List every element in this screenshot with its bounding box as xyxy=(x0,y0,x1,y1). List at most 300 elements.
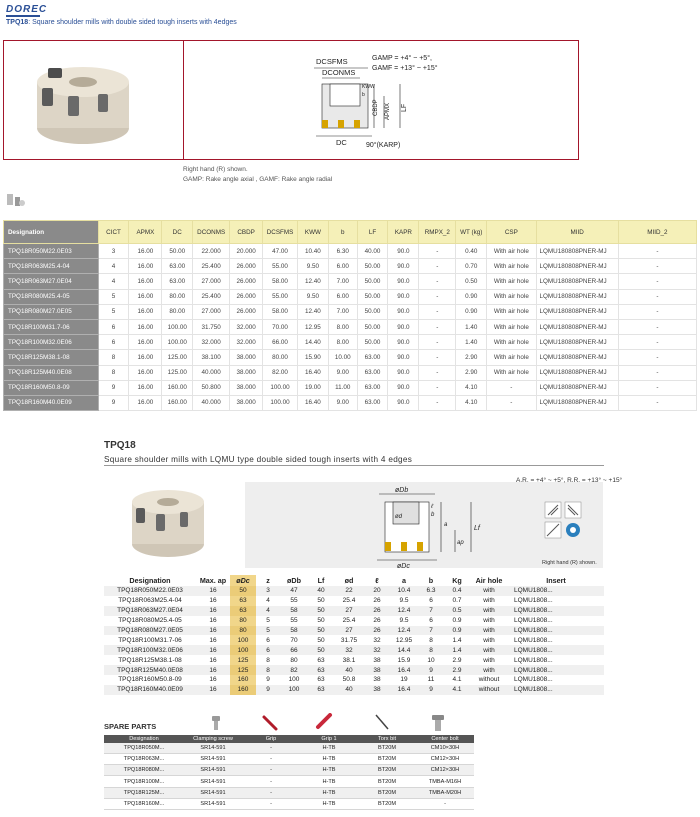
label-lf2: Lf xyxy=(474,525,480,532)
column-header: a xyxy=(402,576,406,585)
table-cell: 11.00 xyxy=(328,380,357,395)
designation-cell: TPQ18R100M32.0E06 xyxy=(104,645,196,655)
table-cell: 8.00 xyxy=(328,319,357,334)
table-cell: 5 xyxy=(98,289,129,304)
table-cell: 12.4 xyxy=(390,626,418,636)
table-cell: 14.4 xyxy=(390,645,418,655)
label-d: ød xyxy=(395,514,403,520)
table-cell: 125 xyxy=(230,655,256,665)
table-cell: 26 xyxy=(364,606,390,616)
table-cell: 50 xyxy=(317,617,325,625)
table-cell: - xyxy=(242,798,300,809)
table-cell: - xyxy=(618,244,696,259)
table-cell: 26.000 xyxy=(230,274,263,289)
table-cell: 9.00 xyxy=(328,395,357,410)
spare-parts-title: SPARE PARTS xyxy=(104,722,157,731)
table-cell: 10.40 xyxy=(298,244,329,259)
table-cell: with xyxy=(470,586,508,596)
table-cell: 40 xyxy=(308,586,334,596)
label-apmx: APMX xyxy=(385,102,391,120)
table-cell: 32.000 xyxy=(193,335,230,350)
table-cell: 8 xyxy=(418,645,444,655)
table-cell: 4.10 xyxy=(456,395,487,410)
table-cell: LQMU1808... xyxy=(514,676,553,684)
table-cell: - xyxy=(419,395,456,410)
table-cell: 50 xyxy=(317,636,325,644)
table-row xyxy=(4,350,697,365)
table-cell: with xyxy=(470,665,508,675)
designation-cell: TPQ18R160M50.8-09 xyxy=(4,380,99,395)
table-cell: 11 xyxy=(427,676,435,684)
table-cell: 0.4 xyxy=(444,586,470,596)
table-cell: 16.00 xyxy=(129,335,162,350)
table-cell: 7.00 xyxy=(328,304,357,319)
table-cell: 50 xyxy=(308,606,334,616)
table-cell: 58 xyxy=(280,626,308,636)
column-header: Grip xyxy=(242,735,300,743)
table-cell: - xyxy=(419,380,456,395)
table-cell: CM12×30H xyxy=(416,765,474,776)
table-cell: 38.000 xyxy=(230,395,263,410)
table-cell: 5 xyxy=(98,304,129,319)
table-cell: 55.00 xyxy=(263,259,298,274)
table-cell: TMBA-M20H xyxy=(416,787,474,798)
designation-cell: TPQ18R160M40.0E09 xyxy=(104,685,196,695)
table-cell: 19 xyxy=(400,676,408,684)
table-cell: 90.0 xyxy=(388,274,419,289)
table-cell: CM10×30H xyxy=(416,743,474,754)
column-header: DC xyxy=(162,221,193,244)
label-dc2: øDc xyxy=(397,563,410,568)
table-row xyxy=(104,675,604,685)
table-cell: 80.00 xyxy=(263,350,298,365)
column-header: z xyxy=(266,576,270,585)
table-cell: BT20M xyxy=(358,787,416,798)
table-cell: 50.00 xyxy=(162,244,193,259)
table-cell: 9.50 xyxy=(298,259,329,274)
table-cell: 90.0 xyxy=(388,380,419,395)
table-row xyxy=(4,259,697,274)
table-cell: 27.000 xyxy=(193,274,230,289)
table-cell: 14.40 xyxy=(298,335,329,350)
table-cell: - xyxy=(419,259,456,274)
table-cell: 50.8 xyxy=(342,676,356,684)
table-cell: LQMU180808PNER-MJ xyxy=(536,274,618,289)
grip-icon xyxy=(264,717,276,729)
column-header: KWW xyxy=(298,221,329,244)
table-cell: 58.00 xyxy=(263,274,298,289)
table-row xyxy=(104,776,474,787)
table-cell: 26 xyxy=(364,626,390,636)
table-cell: LQMU1808... xyxy=(508,665,604,675)
table-cell: 25.400 xyxy=(193,289,230,304)
table-cell: 63 xyxy=(230,606,256,616)
table-cell: - xyxy=(419,244,456,259)
table-cell: 5 xyxy=(256,626,280,636)
table-cell: 80.00 xyxy=(162,289,193,304)
page-subtitle xyxy=(6,19,237,26)
label-a: a xyxy=(444,522,448,528)
table-cell: 50 xyxy=(230,586,256,596)
table-cell: H-TB xyxy=(300,753,358,764)
table-cell: with xyxy=(483,656,495,664)
table-cell: 50.00 xyxy=(357,304,388,319)
milling-cutter-photo-small xyxy=(124,482,212,562)
table-cell: without xyxy=(478,676,500,684)
table-cell: With air hole xyxy=(487,259,536,274)
designation-cell: TPQ18R063M25.4-04 xyxy=(4,259,99,274)
table-cell: - xyxy=(618,274,696,289)
table-cell: 16.00 xyxy=(129,304,162,319)
table-cell: 63.00 xyxy=(162,259,193,274)
table-cell: - xyxy=(242,753,300,764)
table-cell: 16.00 xyxy=(129,395,162,410)
column-header: LF xyxy=(357,221,388,244)
table-cell: BT20M xyxy=(358,765,416,776)
table-cell: - xyxy=(242,776,300,787)
table-cell: LQMU180808PNER-MJ xyxy=(536,319,618,334)
table-cell: 66 xyxy=(280,645,308,655)
table-cell: 1.4 xyxy=(444,645,470,655)
designation-cell: TPQ18R100M... xyxy=(104,776,184,787)
column-header: Center bolt xyxy=(416,735,474,743)
table-cell: 50.00 xyxy=(357,319,388,334)
table-row xyxy=(104,743,474,754)
table-cell: 16 xyxy=(196,586,230,596)
gamf-text: GAMF = +13° ~ +15° xyxy=(372,65,438,72)
table-cell: - xyxy=(618,380,696,395)
table-cell: 16 xyxy=(196,645,230,655)
table-cell: 16 xyxy=(209,617,217,625)
table-header-row xyxy=(104,575,604,586)
table-cell: 40.000 xyxy=(193,395,230,410)
table-cell: - xyxy=(419,319,456,334)
table-cell: 160.00 xyxy=(162,395,193,410)
section-divider xyxy=(104,465,604,466)
table-cell: without xyxy=(470,685,508,695)
table-cell: 55 xyxy=(290,617,298,625)
table-cell: 38.1 xyxy=(342,656,356,664)
table-cell: 40.000 xyxy=(193,365,230,380)
table-cell: 19.00 xyxy=(298,380,329,395)
table-cell: 27 xyxy=(334,626,364,636)
column-header: Designation xyxy=(104,735,184,743)
table-cell: 100 xyxy=(280,685,308,695)
column-header: Insert xyxy=(546,576,566,585)
designation-cell: TPQ18R100M31.7-06 xyxy=(4,319,99,334)
table-row xyxy=(4,244,697,259)
table-cell: 8 xyxy=(429,636,433,644)
torx-bit-icon xyxy=(376,715,388,729)
table-header-row xyxy=(4,221,697,244)
table-cell: - xyxy=(416,798,474,809)
designation-cell: TPQ18R080M... xyxy=(104,765,184,776)
table-cell: 25.4 xyxy=(342,597,356,605)
table-cell: 100.00 xyxy=(263,395,298,410)
table-cell: 4.10 xyxy=(456,380,487,395)
table-cell: 8.00 xyxy=(328,335,357,350)
designation-cell: TPQ18R125M38.1-08 xyxy=(4,350,99,365)
table-cell: 6.30 xyxy=(328,244,357,259)
table-cell: 6 xyxy=(266,636,270,644)
table-cell: 90.0 xyxy=(388,289,419,304)
table-row xyxy=(4,274,697,289)
table-cell: 63.00 xyxy=(357,350,388,365)
column-header: ød xyxy=(344,576,354,585)
table-cell: - xyxy=(618,350,696,365)
table-cell: 100 xyxy=(288,676,300,684)
table-cell: with xyxy=(470,645,508,655)
column-header: øDc xyxy=(230,575,256,586)
table-cell: 20 xyxy=(364,586,390,596)
label-kww: KWW xyxy=(362,84,375,90)
table-cell: 50 xyxy=(308,626,334,636)
table-cell: 4 xyxy=(98,274,129,289)
table-cell: - xyxy=(618,289,696,304)
table-cell: 16.00 xyxy=(129,259,162,274)
table-row xyxy=(104,798,474,809)
table-cell: 16 xyxy=(196,626,230,636)
table-cell: LQMU180808PNER-MJ xyxy=(536,350,618,365)
table-cell: LQMU1808... xyxy=(514,597,553,605)
grip-1-icon xyxy=(318,715,330,727)
table-cell: 80.00 xyxy=(162,304,193,319)
column-header: MIID_2 xyxy=(618,221,696,244)
table-cell: 6 xyxy=(429,617,433,625)
table-cell: 100.00 xyxy=(162,319,193,334)
table-row xyxy=(104,765,474,776)
designation-cell: TPQ18R160M50.8-09 xyxy=(118,676,182,684)
table-row xyxy=(104,685,604,695)
table-cell: 70.00 xyxy=(263,319,298,334)
table-cell: H-TB xyxy=(300,765,358,776)
spare-parts-table xyxy=(104,735,474,810)
table-cell: 63.00 xyxy=(162,274,193,289)
table-cell: 63 xyxy=(317,656,325,664)
table-cell: 27.000 xyxy=(193,304,230,319)
column-header: CBDP xyxy=(230,221,263,244)
column-header: Clamping screw xyxy=(184,735,242,743)
rake-angle-note: GAMP: Rake angle axial , GAMF: Rake angle radial xyxy=(183,176,333,183)
table-cell: 6.3 xyxy=(418,586,444,596)
table-cell: 55 xyxy=(290,597,298,605)
table-cell: 2.9 xyxy=(452,656,462,664)
table-row xyxy=(104,665,604,675)
label-b2: b xyxy=(431,512,435,518)
table-row xyxy=(104,626,604,636)
table-cell: with xyxy=(483,597,495,605)
label-dconms: DCONMS xyxy=(322,68,356,77)
table-row xyxy=(4,380,697,395)
table-cell: - xyxy=(419,274,456,289)
table-cell: 0.70 xyxy=(456,259,487,274)
table-cell: - xyxy=(242,765,300,776)
table-cell: With air hole xyxy=(487,319,536,334)
table-cell: 9.5 xyxy=(399,597,409,605)
table-cell: BT20M xyxy=(358,753,416,764)
dimension-diagram-panel xyxy=(245,482,603,568)
insert-icons xyxy=(545,502,581,538)
table-cell: with xyxy=(483,636,495,644)
designation-cell: TPQ18R100M32.0E06 xyxy=(4,335,99,350)
designation-cell: TPQ18R125M38.1-08 xyxy=(118,656,182,664)
table-cell: TMBA-M16H xyxy=(416,776,474,787)
table-cell: 50 xyxy=(317,597,325,605)
column-header: Max. ap xyxy=(199,576,227,585)
table-cell: 38.000 xyxy=(230,350,263,365)
table-cell: 16.4 xyxy=(390,685,418,695)
designation-cell: TPQ18R050M22.0E03 xyxy=(4,244,99,259)
table-cell: 63.00 xyxy=(357,380,388,395)
table-cell: 16 xyxy=(209,636,217,644)
column-header: CSP xyxy=(487,221,536,244)
table-cell: 50.00 xyxy=(357,259,388,274)
table-cell: 22 xyxy=(334,586,364,596)
table-cell: 7 xyxy=(418,606,444,616)
table-cell: 6 xyxy=(98,319,129,334)
table-cell: 80 xyxy=(290,656,298,664)
table-cell: 90.0 xyxy=(388,365,419,380)
table-cell: 7 xyxy=(418,626,444,636)
table-cell: 50.00 xyxy=(357,274,388,289)
column-header: ℓ xyxy=(375,576,379,585)
table-cell: 15.90 xyxy=(298,350,329,365)
designation-cell: TPQ18R160M40.0E09 xyxy=(4,395,99,410)
table-cell: LQMU180808PNER-MJ xyxy=(536,395,618,410)
cutter-dimension-diagram xyxy=(300,44,470,156)
table-cell: 3 xyxy=(256,586,280,596)
section-title: TPQ18 xyxy=(104,440,136,451)
column-header: øDb xyxy=(287,576,301,585)
table-row xyxy=(104,753,474,764)
designation-cell: TPQ18R080M25.4-05 xyxy=(4,289,99,304)
section-subtitle: Square shoulder mills with LQMU type double sided tough inserts with 4 edges xyxy=(104,455,413,464)
table-cell: 26.000 xyxy=(230,289,263,304)
table-row xyxy=(104,635,604,645)
table-cell: 8 xyxy=(256,665,280,675)
table-cell: 12.95 xyxy=(298,319,329,334)
table-cell: 16.00 xyxy=(129,350,162,365)
table-cell: 8 xyxy=(98,350,129,365)
table-cell: LQMU1808... xyxy=(514,617,553,625)
table-cell: 16.00 xyxy=(129,289,162,304)
designation-cell: TPQ18R050M... xyxy=(104,743,184,754)
table-cell: With air hole xyxy=(487,365,536,380)
table-cell: LQMU180808PNER-MJ xyxy=(536,289,618,304)
table-cell: With air hole xyxy=(487,244,536,259)
table-cell: 38.000 xyxy=(230,380,263,395)
table-cell: 16 xyxy=(209,597,217,605)
table-cell: 10 xyxy=(427,656,435,664)
table-row xyxy=(104,596,604,606)
table-cell: with xyxy=(470,606,508,616)
table-cell: 9 xyxy=(256,685,280,695)
table-cell: 90.0 xyxy=(388,319,419,334)
table-cell: 100.00 xyxy=(263,380,298,395)
table-cell: 12.95 xyxy=(395,636,413,644)
table-cell: 100 xyxy=(230,635,256,645)
table-cell: 0.50 xyxy=(456,274,487,289)
table-cell: LQMU180808PNER-MJ xyxy=(536,259,618,274)
table-cell: 80 xyxy=(230,616,256,626)
label-b: b xyxy=(362,92,365,98)
table-cell: SR14-591 xyxy=(184,776,242,787)
table-cell: - xyxy=(242,743,300,754)
table-row xyxy=(104,787,474,798)
table-cell: LQMU1808... xyxy=(508,645,604,655)
column-header: MIID xyxy=(536,221,618,244)
table-cell: 90.0 xyxy=(388,304,419,319)
table-cell: 0.9 xyxy=(452,617,462,625)
gamp-text: GAMP = +4° ~ +5°, xyxy=(372,55,432,62)
table-cell: 40 xyxy=(334,685,364,695)
table-cell: - xyxy=(242,787,300,798)
table-cell: 1.4 xyxy=(452,636,462,644)
table-cell: 50.00 xyxy=(357,289,388,304)
column-header: DCSFMS xyxy=(263,221,298,244)
table-cell: 4.1 xyxy=(444,685,470,695)
table-cell: With air hole xyxy=(487,304,536,319)
rake-angle-text: A.R. = +4° ~ +5°, R.R. = +13° ~ +15° xyxy=(516,477,623,484)
table-row xyxy=(4,289,697,304)
table-cell: H-TB xyxy=(300,787,358,798)
table-cell: LQMU1808... xyxy=(508,626,604,636)
table-cell: - xyxy=(487,380,536,395)
table-cell: CM12×30H xyxy=(416,753,474,764)
table-cell: 4 xyxy=(256,606,280,616)
table-cell: 9 xyxy=(418,665,444,675)
designation-cell: TPQ18R080M27.0E05 xyxy=(104,626,196,636)
table-cell: 38 xyxy=(373,676,381,684)
table-cell: 16.4 xyxy=(390,665,418,675)
table-cell: 9.50 xyxy=(298,289,329,304)
table-cell: 70 xyxy=(290,636,298,644)
designation-cell: TPQ18R080M27.0E05 xyxy=(4,304,99,319)
table-cell: 58.00 xyxy=(263,304,298,319)
table-cell: 32.000 xyxy=(230,319,263,334)
table-row xyxy=(104,645,604,655)
table-cell: 0.40 xyxy=(456,244,487,259)
panel-divider xyxy=(183,41,184,159)
table-cell: 0.5 xyxy=(444,606,470,616)
designation-cell: TPQ18R063M25.4-04 xyxy=(118,597,182,605)
designation-cell: TPQ18R063M27.0E04 xyxy=(4,274,99,289)
table-cell: 25.4 xyxy=(342,617,356,625)
table-cell: 16 xyxy=(196,665,230,675)
label-dc: DC xyxy=(336,138,347,147)
table-cell: 58 xyxy=(280,606,308,616)
table-cell: 9 xyxy=(418,685,444,695)
table-cell: H-TB xyxy=(300,776,358,787)
designation-cell: TPQ18R125M40.0E08 xyxy=(104,665,196,675)
table-cell: 22.000 xyxy=(193,244,230,259)
table-cell: - xyxy=(419,289,456,304)
table-cell: SR14-591 xyxy=(184,753,242,764)
designation-cell: TPQ18R160M... xyxy=(104,798,184,809)
table-cell: 38.000 xyxy=(230,365,263,380)
table-cell: 125 xyxy=(230,665,256,675)
label-dcsfms: DCSFMS xyxy=(316,57,348,66)
table-cell: 8 xyxy=(98,365,129,380)
table-cell: 31.750 xyxy=(193,319,230,334)
table-cell: 32 xyxy=(364,645,390,655)
column-header: CICT xyxy=(98,221,129,244)
table-cell: 16.40 xyxy=(298,365,329,380)
table-cell: 16 xyxy=(196,606,230,616)
table-cell: - xyxy=(419,304,456,319)
table-cell: 90.0 xyxy=(388,350,419,365)
table-cell: 55.00 xyxy=(263,289,298,304)
